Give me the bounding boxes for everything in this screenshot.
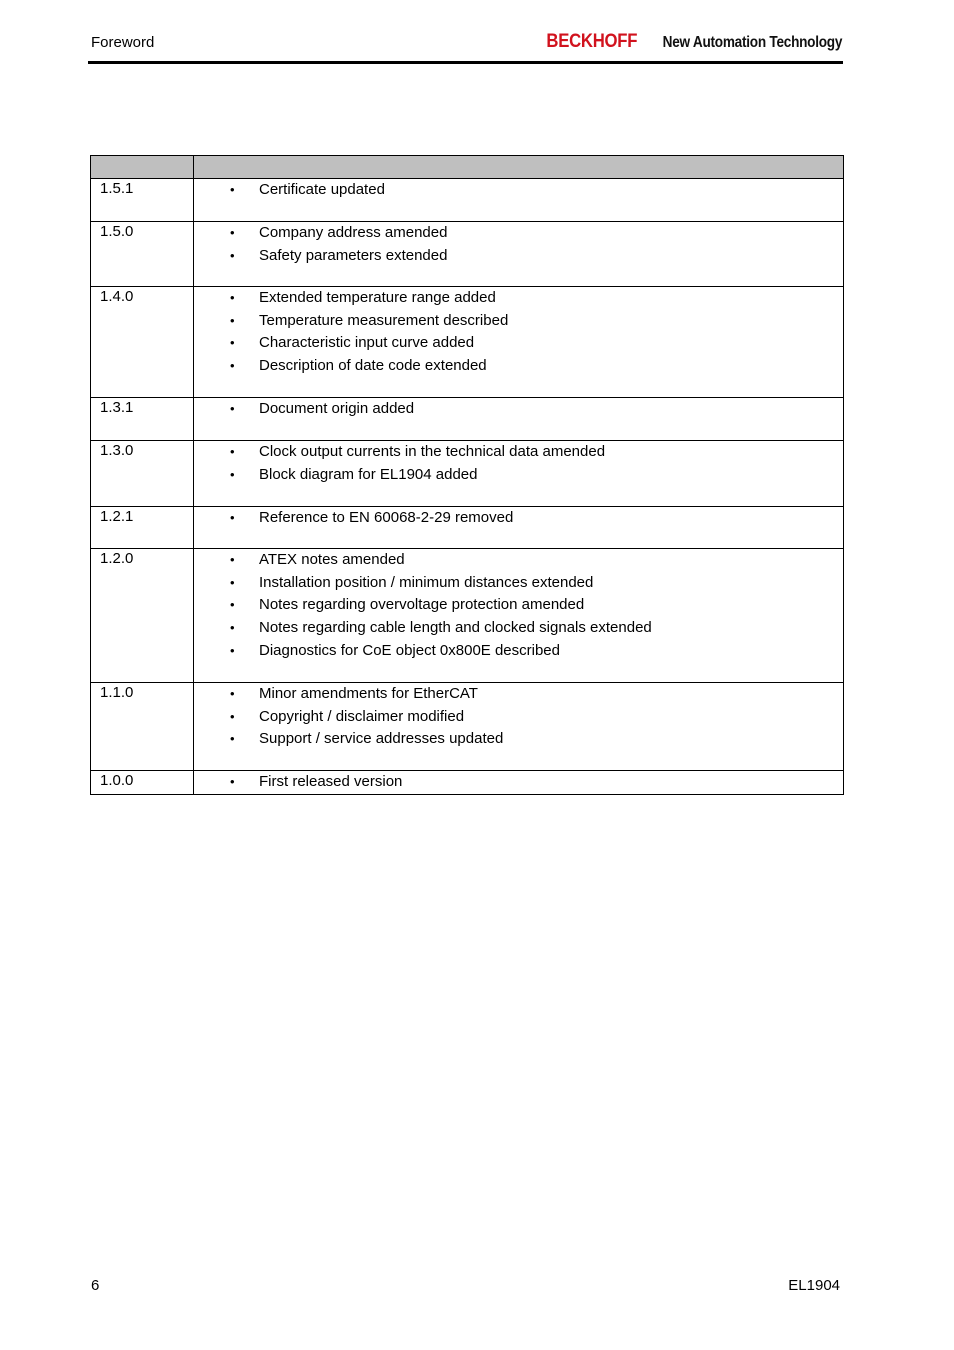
changes-cell <box>194 287 844 398</box>
changes-cell <box>194 441 844 507</box>
logo-brand: BECKHOFF <box>546 31 637 52</box>
version-cell <box>91 683 194 771</box>
list-item <box>194 706 843 729</box>
list-item <box>194 310 843 333</box>
bullet-icon: • <box>230 290 235 305</box>
bullet-icon: • <box>230 642 235 658</box>
table-row <box>91 398 844 441</box>
list-item <box>194 287 843 310</box>
changes-list <box>194 287 843 378</box>
changes-list <box>194 179 843 202</box>
version-number: 1.5.1 <box>100 180 134 197</box>
header-cell-version <box>91 156 194 179</box>
table-header-row <box>91 156 844 179</box>
bullet-icon: • <box>230 444 235 459</box>
changes-list <box>194 549 843 663</box>
table-row <box>91 683 844 771</box>
version-cell <box>91 441 194 507</box>
change-text: Characteristic input curve added <box>259 334 475 352</box>
version-cell <box>91 507 194 549</box>
changes-cell <box>194 179 844 222</box>
bullet-icon: • <box>230 620 235 636</box>
version-cell <box>91 549 194 683</box>
list-item <box>194 441 843 464</box>
bullet-icon: • <box>230 597 235 613</box>
change-text: Notes regarding overvoltage protection amended <box>259 596 585 614</box>
bullet-icon: • <box>230 182 235 197</box>
changes-cell <box>194 683 844 771</box>
list-item <box>194 222 843 245</box>
change-text: Notes regarding cable length and clocked signals extended <box>259 619 652 637</box>
product-name: EL1904 <box>788 1277 840 1294</box>
bullet-icon: • <box>230 335 235 351</box>
bullet-icon: • <box>230 401 235 416</box>
list-item <box>194 332 843 355</box>
bullet-icon: • <box>230 708 235 724</box>
list-item <box>194 398 843 421</box>
table-row <box>91 179 844 222</box>
table-row <box>91 771 844 795</box>
version-number: 1.1.0 <box>100 684 134 701</box>
bullet-icon: • <box>230 225 235 240</box>
bullet-icon: • <box>230 686 235 701</box>
change-text: Extended temperature range added <box>259 289 496 306</box>
table-row <box>91 222 844 287</box>
list-item <box>194 507 843 530</box>
bullet-icon: • <box>230 552 235 567</box>
changes-list <box>194 683 843 751</box>
change-text: Minor amendments for EtherCAT <box>259 685 478 702</box>
version-number: 1.2.0 <box>100 550 134 567</box>
list-item <box>194 728 843 751</box>
change-text: Description of date code extended <box>259 357 487 375</box>
list-item <box>194 771 843 794</box>
list-item <box>194 617 843 640</box>
changes-cell <box>194 771 844 795</box>
bullet-icon: • <box>230 731 235 747</box>
changes-cell <box>194 507 844 549</box>
changes-cell <box>194 398 844 441</box>
bullet-icon: • <box>230 358 235 374</box>
version-cell <box>91 179 194 222</box>
changes-list <box>194 441 843 486</box>
change-text: Reference to EN 60068-2-29 removed <box>259 509 514 526</box>
list-item <box>194 464 843 487</box>
logo-tagline: New Automation Technology <box>662 34 842 51</box>
changes-cell <box>194 222 844 287</box>
bullet-icon: • <box>230 510 235 525</box>
change-text: Support / service addresses updated <box>259 730 504 748</box>
version-cell <box>91 398 194 441</box>
version-cell <box>91 222 194 287</box>
bullet-icon: • <box>230 574 235 590</box>
change-text: Installation position / minimum distances extended <box>259 573 594 591</box>
list-item <box>194 549 843 572</box>
table-row <box>91 287 844 398</box>
version-number: 1.3.0 <box>100 442 134 459</box>
change-text: Diagnostics for CoE object 0x800E described <box>259 641 560 659</box>
list-item <box>194 683 843 706</box>
change-text: Document origin added <box>259 400 415 417</box>
changes-list <box>194 222 843 267</box>
table-row <box>91 507 844 549</box>
version-number: 1.2.1 <box>100 508 134 525</box>
list-item <box>194 179 843 202</box>
list-item <box>194 640 843 663</box>
bullet-icon: • <box>230 312 235 328</box>
section-title: Foreword <box>91 34 155 51</box>
change-text: Temperature measurement described <box>259 311 509 329</box>
revision-table <box>90 155 844 795</box>
table-row <box>91 441 844 507</box>
change-text: Block diagram for EL1904 added <box>259 465 478 483</box>
header-divider <box>88 61 843 64</box>
list-item <box>194 572 843 595</box>
version-number: 1.5.0 <box>100 223 134 240</box>
revision-table-body <box>91 179 844 795</box>
header-cell-comment <box>194 156 844 179</box>
change-text: Clock output currents in the technical data amended <box>259 443 606 460</box>
change-text: Copyright / disclaimer modified <box>259 707 465 725</box>
change-text: ATEX notes amended <box>259 551 405 568</box>
change-text: First released version <box>259 773 403 790</box>
list-item <box>194 594 843 617</box>
change-text: Company address amended <box>259 224 448 241</box>
version-number: 1.0.0 <box>100 772 134 789</box>
bullet-icon: • <box>230 247 235 263</box>
change-text: Safety parameters extended <box>259 246 448 264</box>
version-number: 1.3.1 <box>100 399 134 416</box>
list-item <box>194 355 843 378</box>
table-row <box>91 549 844 683</box>
changes-list <box>194 771 843 794</box>
list-item <box>194 245 843 268</box>
changes-list <box>194 398 843 421</box>
version-number: 1.4.0 <box>100 288 134 305</box>
beckhoff-logo <box>534 31 842 53</box>
changes-list <box>194 507 843 530</box>
bullet-icon: • <box>230 466 235 482</box>
bullet-icon: • <box>230 774 235 789</box>
version-cell <box>91 771 194 795</box>
page-number: 6 <box>91 1277 100 1294</box>
changes-cell <box>194 549 844 683</box>
version-cell <box>91 287 194 398</box>
change-text: Certificate updated <box>259 181 385 198</box>
